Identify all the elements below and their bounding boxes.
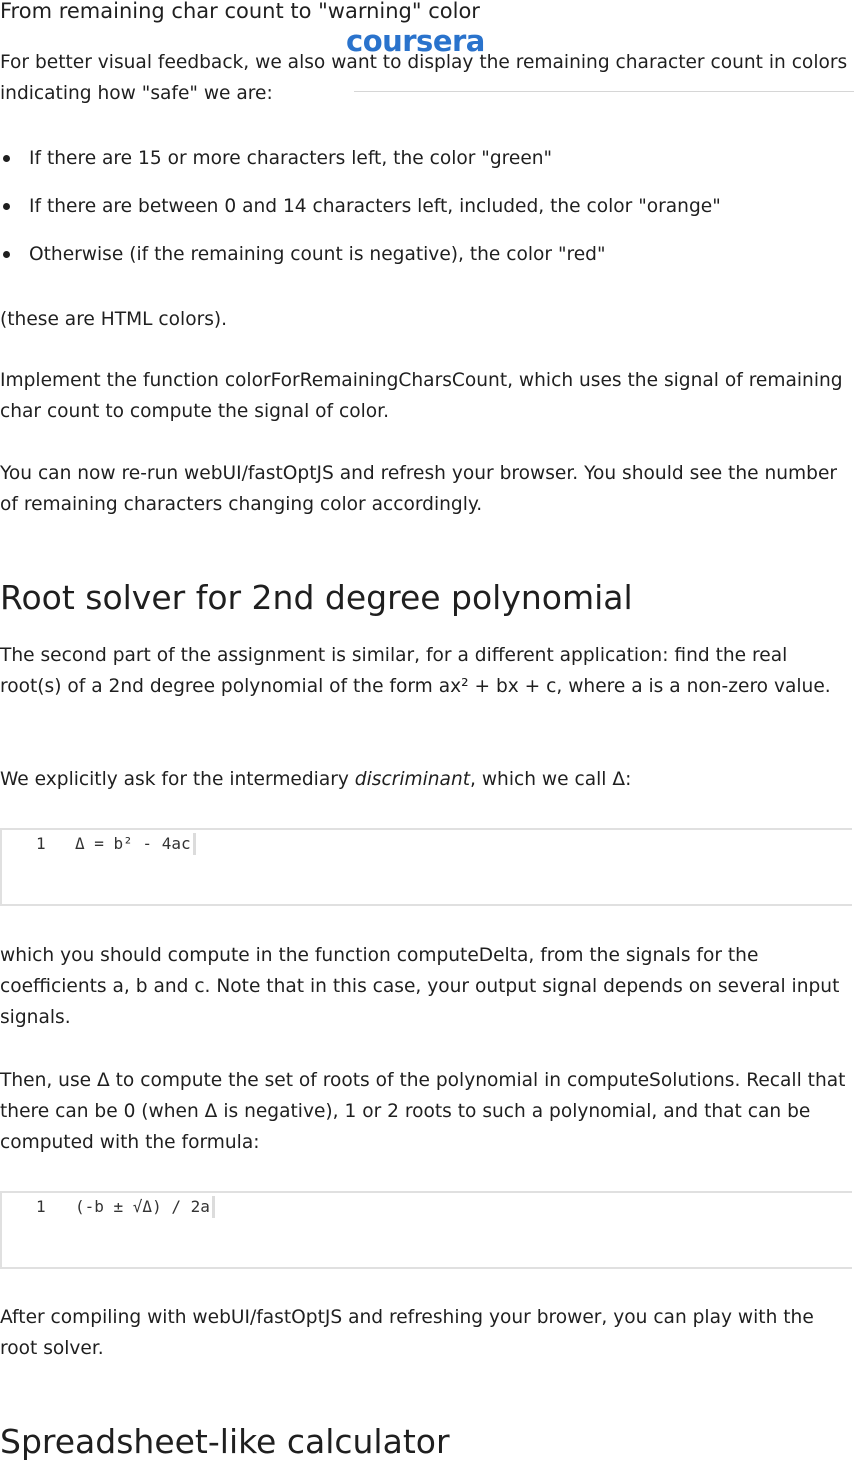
- discriminant-paragraph: [0, 764, 852, 795]
- implement-paragraph: Implement the function colorForRemainingCharsCount, which uses the signal of remaining char count to compute the signal of color.: [0, 370, 843, 422]
- section-heading-warning-color: From remaining char count to "warning" color: [0, 0, 480, 23]
- line-number: 1: [36, 834, 46, 853]
- list-item-text: Otherwise (if the remaining count is negative), the color "red": [29, 244, 606, 265]
- after-compiling-paragraph: After compiling with webUI/fastOptJS and refreshing your brower, you can play with the root solver.: [0, 1307, 814, 1359]
- list-item-text: If there are between 0 and 14 characters left, included, the color "orange": [29, 196, 721, 217]
- list-item-text: If there are 15 or more characters left, the color "green": [29, 148, 553, 169]
- root-solver-intro: The second part of the assignment is similar, for a different application: find the real root(s) of a 2nd degree polynomial of the form ax² + bx + c, where a is a non-zero value.: [0, 645, 831, 697]
- bullet-icon: [3, 155, 10, 162]
- discriminant-emphasis: discriminant: [354, 769, 471, 790]
- bullet-icon: [3, 203, 10, 210]
- code-block-roots-formula: [0, 1191, 852, 1269]
- code-block-delta: [0, 828, 852, 906]
- bullet-icon: [3, 251, 10, 258]
- rerun-paragraph: You can now re-run webUI/fastOptJS and refresh your browser. You should see the number of remaining characters changing color accordingly.: [0, 463, 838, 515]
- compute-delta-paragraph: which you should compute in the function computeDelta, from the signals for the coefficients a, b and c. Note that in this case, your output signal depends on several input signals.: [0, 945, 840, 1028]
- discriminant-text-before: We explicitly ask for the intermediary: [0, 769, 355, 790]
- section-heading-root-solver: Root solver for 2nd degree polynomial: [0, 578, 633, 617]
- line-number: 1: [36, 1197, 46, 1216]
- html-colors-note: (these are HTML colors).: [0, 309, 228, 330]
- warning-color-intro: For better visual feedback, we also want to display the remaining character count in colors indicating how "safe" we are:: [0, 52, 848, 104]
- discriminant-text-after: , which we call Δ:: [470, 769, 632, 790]
- code-line: (-b ± √Δ) / 2a: [75, 1196, 215, 1218]
- coursera-logo: coursera: [346, 24, 485, 58]
- code-line: Δ = b² - 4ac: [75, 833, 196, 855]
- compute-solutions-paragraph: Then, use Δ to compute the set of roots of the polynomial in computeSolutions. Recall that there can be 0 (when Δ is negative), 1 or 2 roots to such a polynomial, and that can be computed with the formula:: [0, 1070, 846, 1153]
- section-heading-spreadsheet: Spreadsheet-like calculator: [0, 1422, 450, 1461]
